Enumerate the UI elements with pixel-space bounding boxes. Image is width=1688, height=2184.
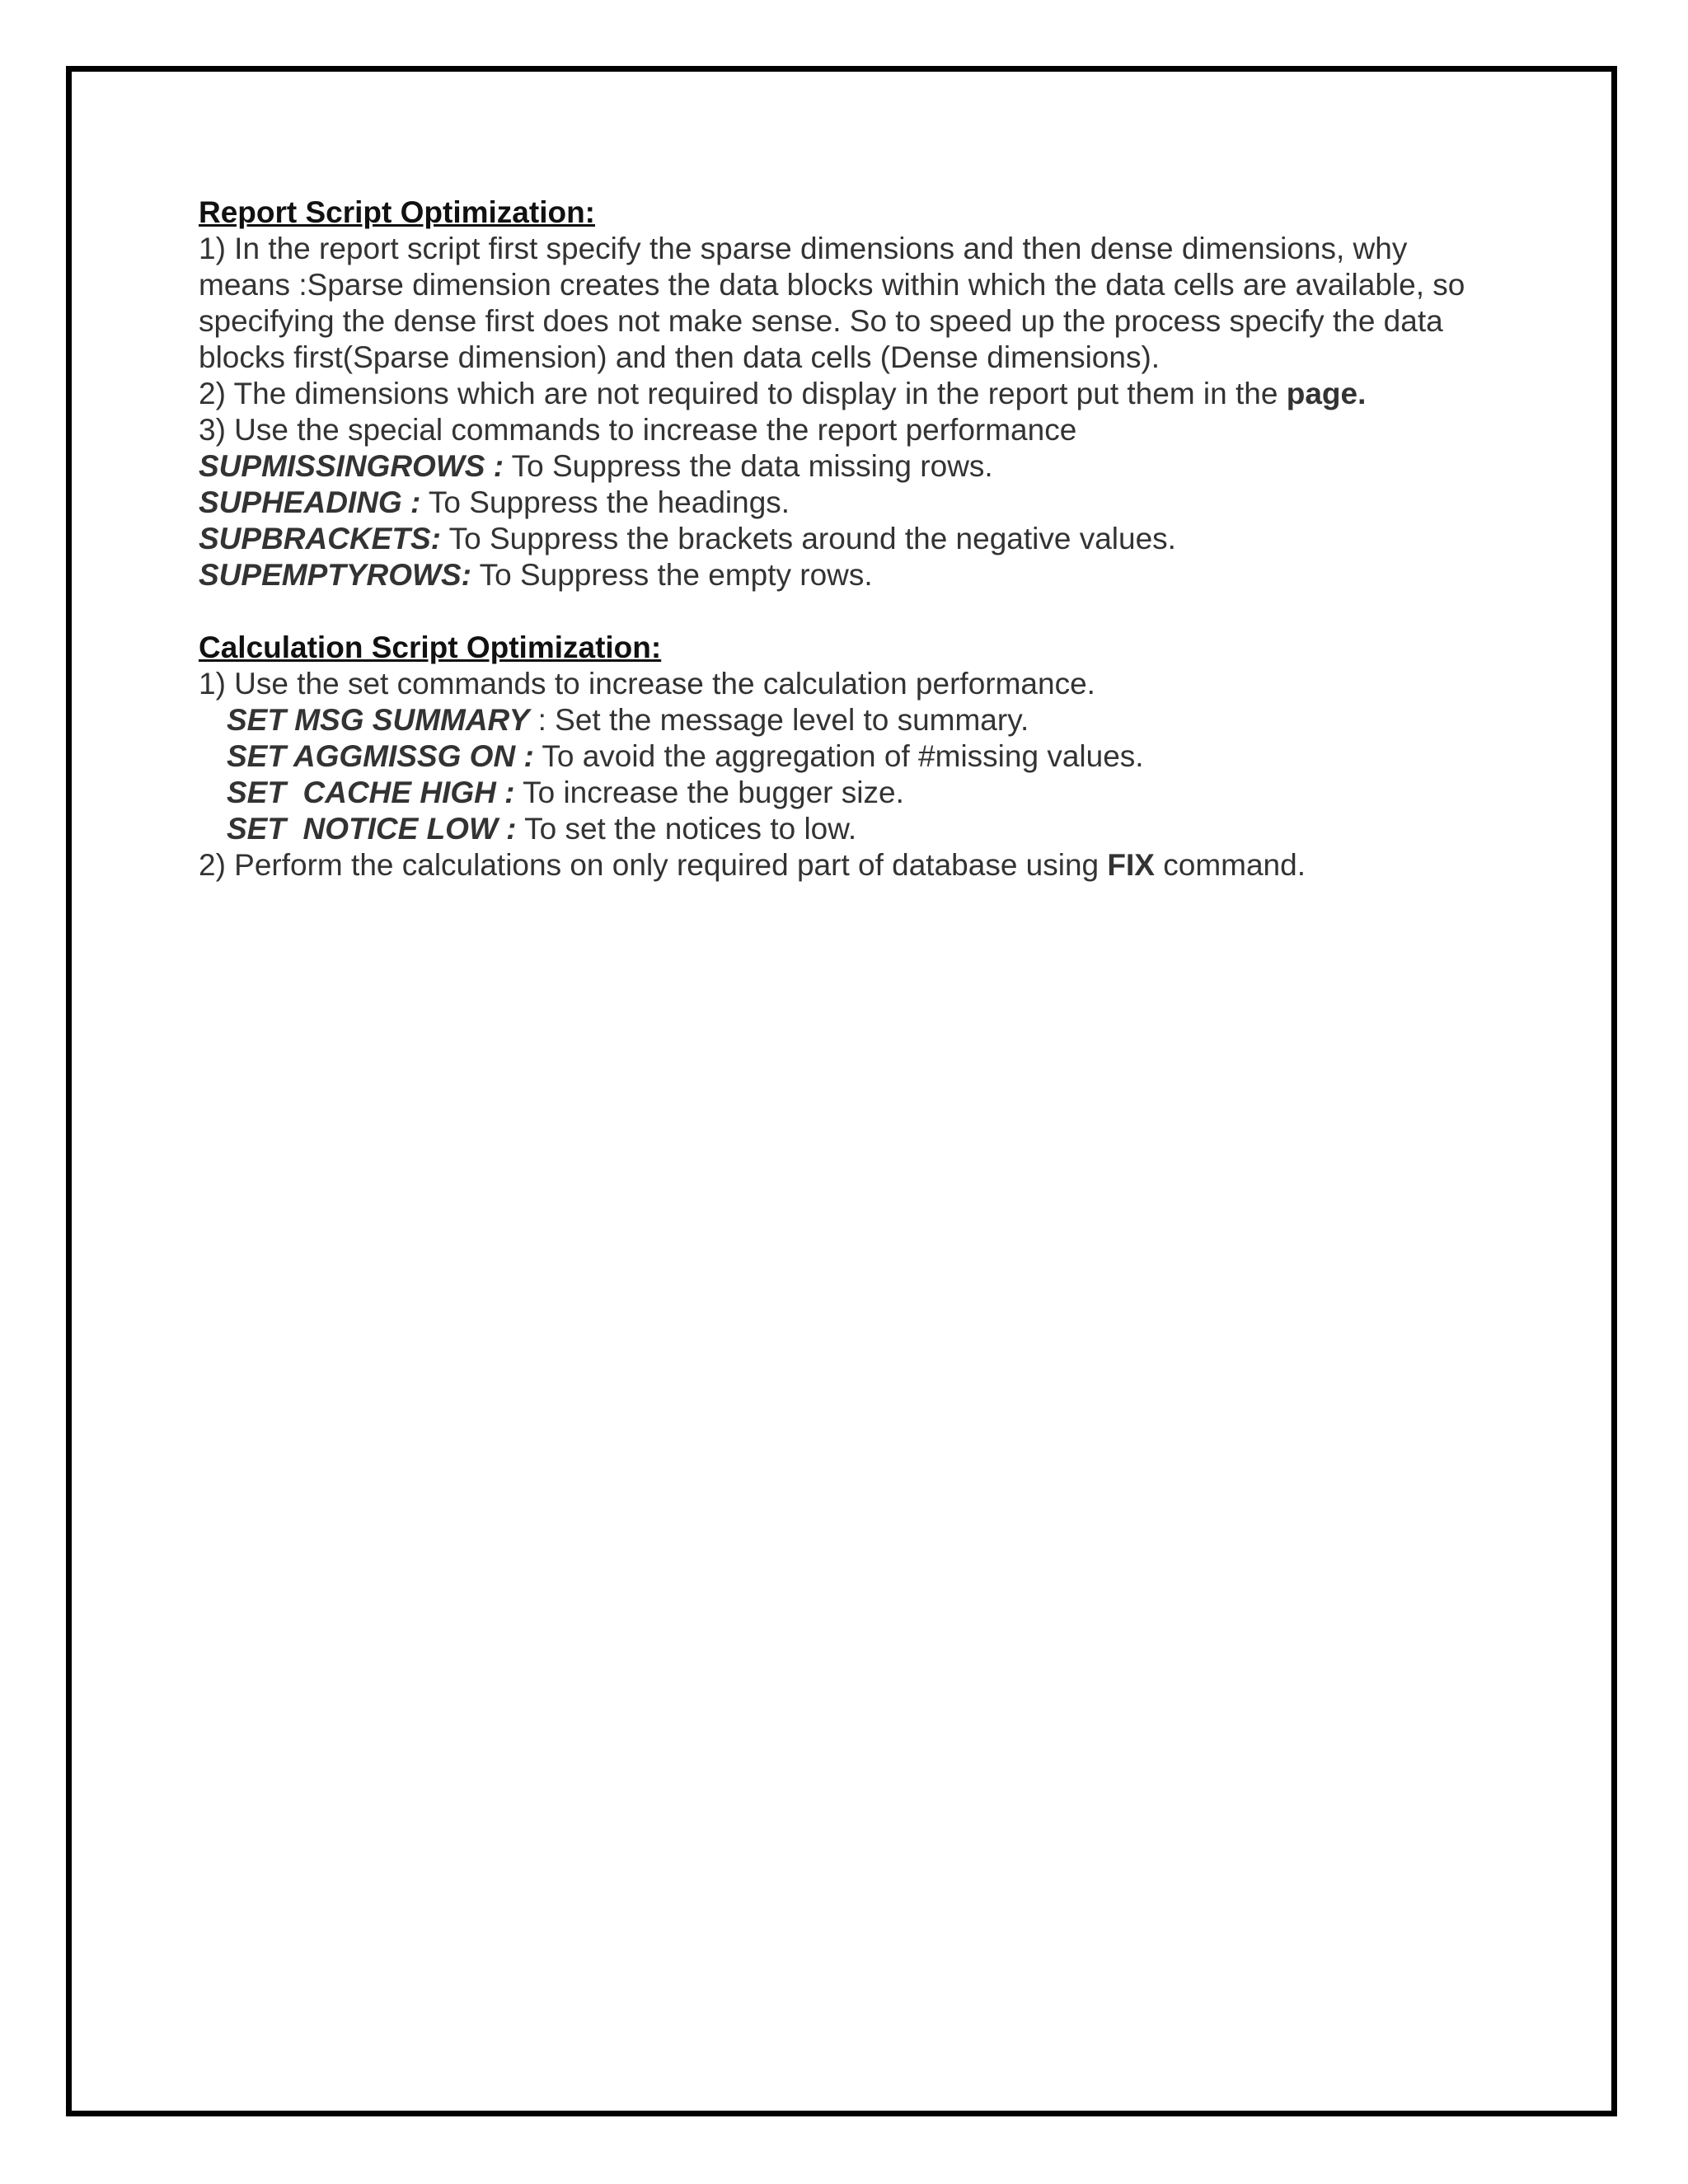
report-command-item (199, 557, 1484, 593)
report-point-3: 3) Use the special commands to increase the report performance (199, 413, 1077, 447)
calc-point-2 (199, 847, 1484, 883)
calc-command-name: SET AGGMISSG ON : (227, 739, 534, 773)
report-command-desc: To Suppress the data missing rows. (504, 449, 993, 483)
report-command-name: SUPMISSINGROWS : (199, 449, 504, 483)
report-command-desc: To Suppress the headings. (420, 485, 790, 519)
calc-point-2-text: 2) Perform the calculations on only required part of database using (199, 848, 1108, 882)
report-command-item (199, 521, 1484, 557)
report-point-2-bold: page. (1286, 377, 1367, 410)
calc-command-name: SET NOTICE LOW : (227, 812, 517, 846)
calc-point-2-end: command. (1154, 848, 1306, 882)
calc-command-item (199, 738, 1484, 775)
document-body (199, 194, 1484, 883)
calc-command-desc: To increase the bugger size. (514, 776, 904, 809)
calc-command-desc: To set the notices to low. (516, 812, 857, 846)
calc-point-2-bold: FIX (1107, 848, 1155, 882)
report-command-desc: To Suppress the empty rows. (471, 558, 873, 592)
report-command-item (199, 485, 1484, 521)
calc-heading: Calculation Script Optimization: (199, 630, 662, 664)
report-command-name: SUPBRACKETS: (199, 522, 441, 555)
report-point-2-text: 2) The dimensions which are not required to display in the report put them in the (199, 377, 1287, 410)
calc-command-item (199, 811, 1484, 847)
calc-command-name: SET CACHE HIGH : (227, 776, 515, 809)
report-command-name: SUPEMPTYROWS: (199, 558, 471, 592)
calc-command-name: SET MSG SUMMARY (227, 703, 530, 737)
calc-command-item (199, 702, 1484, 738)
section-spacer (199, 593, 1484, 630)
calc-command-item (199, 775, 1484, 811)
calc-command-desc: : Set the message level to summary. (529, 703, 1029, 737)
report-heading: Report Script Optimization: (199, 195, 595, 229)
calc-command-desc: To avoid the aggregation of #missing values. (533, 739, 1144, 773)
report-command-name: SUPHEADING : (199, 485, 421, 519)
report-command-item (199, 448, 1484, 485)
report-command-desc: To Suppress the brackets around the negative values. (440, 522, 1176, 555)
report-point-2 (199, 376, 1484, 412)
calc-point-1: 1) Use the set commands to increase the calculation performance. (199, 667, 1095, 701)
report-point-1: 1) In the report script first specify the sparse dimensions and then dense dimensions, why means :Sparse dimension creates the data blocks within which the data cells are available, so specifying the dense first does not make sense. So to speed up the process specify the data blocks first(Sparse dimension) and then data cells (Dense dimensions). (199, 232, 1474, 374)
